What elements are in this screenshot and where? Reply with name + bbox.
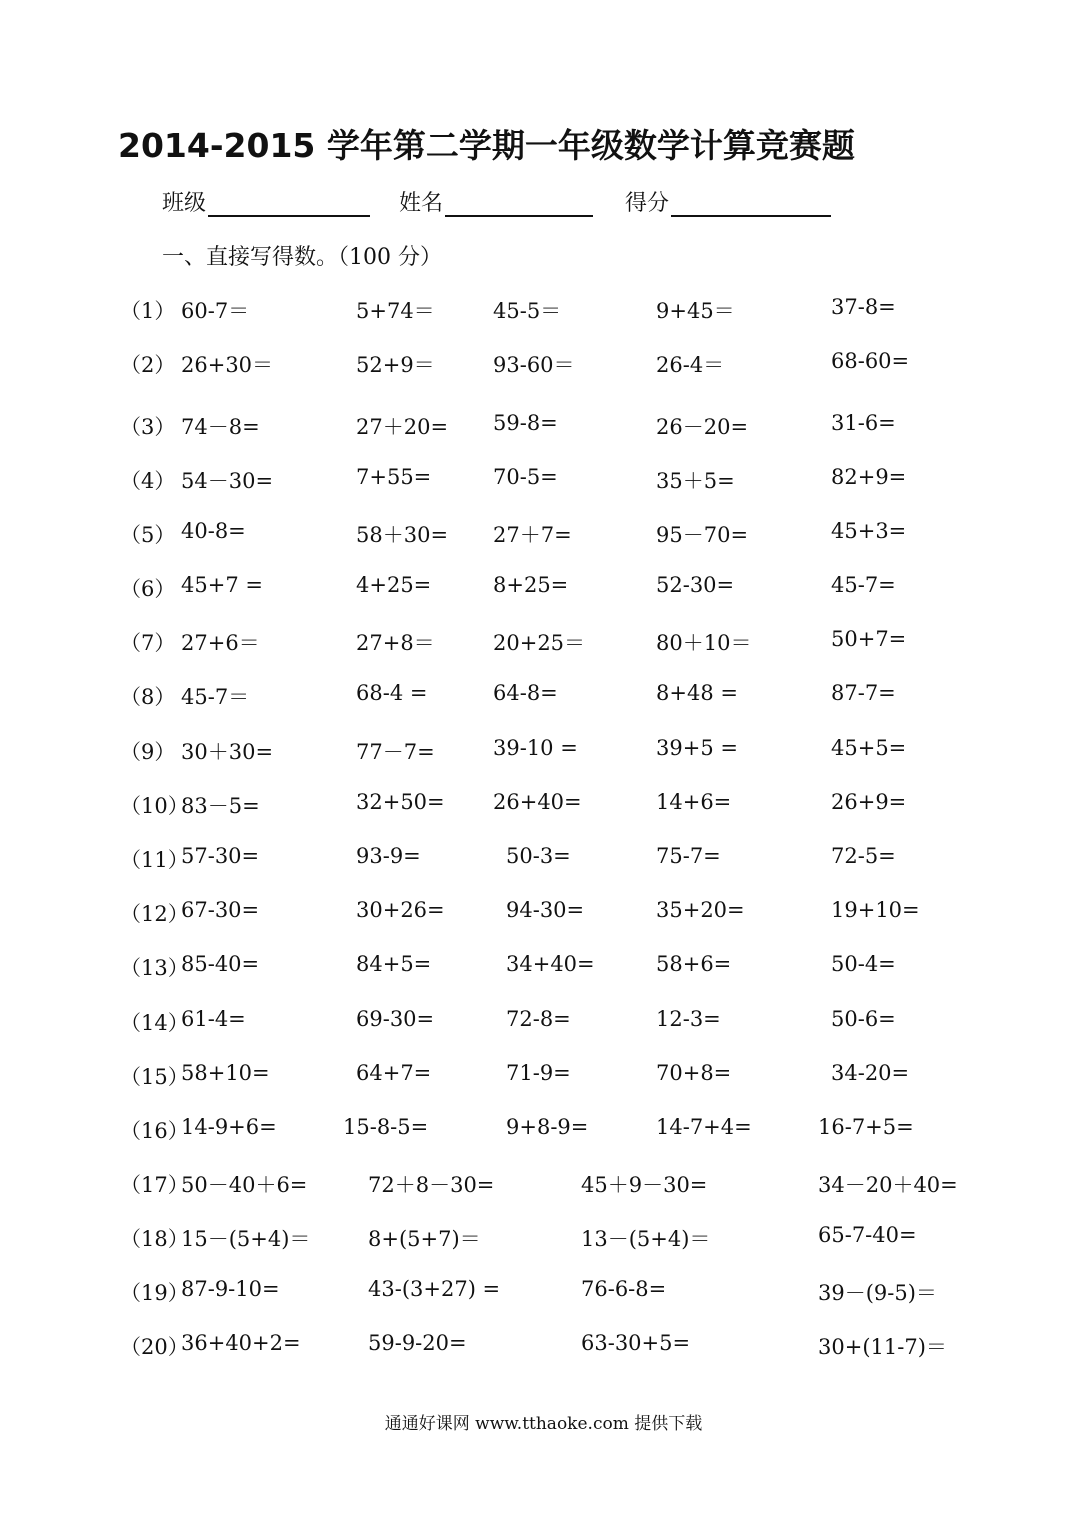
problem-item: 15－(5+4)＝ (181, 1227, 311, 1251)
problem-item: 65-7-40= (818, 1223, 917, 1247)
problem-number: （2） (120, 353, 176, 377)
problem-row (0, 1061, 1087, 1101)
problem-number: （10） (120, 794, 189, 818)
section-heading: 一、直接写得数。（100 分） (162, 245, 442, 270)
problem-row (0, 411, 1087, 451)
problem-item: 26+30＝ (181, 353, 274, 377)
problem-item: 72＋8－30= (368, 1173, 495, 1197)
class-blank[interactable] (208, 189, 370, 217)
problem-item: 30+26= (356, 898, 445, 922)
problem-item: 8+48 = (656, 681, 738, 705)
name-blank[interactable] (445, 189, 593, 217)
problem-item: 45-7= (831, 573, 896, 597)
problem-item: 45＋9－30= (581, 1173, 708, 1197)
problem-number: （19） (120, 1281, 189, 1305)
problem-item: 69-30= (356, 1007, 435, 1031)
problem-item: 84+5= (356, 952, 432, 976)
problem-item: 26-4＝ (656, 353, 725, 377)
problem-item: 15-8-5= (343, 1115, 429, 1139)
problem-item: 27+6＝ (181, 631, 260, 655)
problem-item: 87-9-10= (181, 1277, 280, 1301)
problem-item: 67-30= (181, 898, 260, 922)
problem-item: 40-8= (181, 519, 246, 543)
problem-item: 32+50= (356, 790, 445, 814)
name-label: 姓名 (399, 191, 444, 216)
problem-item: 9+8-9= (506, 1115, 589, 1139)
problem-item: 14+6= (656, 790, 732, 814)
problem-item: 30+(11-7)＝ (818, 1335, 947, 1359)
problem-number: （1） (120, 299, 176, 323)
problem-item: 83－5= (181, 794, 260, 818)
problem-item: 9+45＝ (656, 299, 735, 323)
problem-item: 31-6= (831, 411, 896, 435)
problem-row (0, 844, 1087, 884)
problem-number: （20） (120, 1335, 189, 1359)
problem-number: （7） (120, 631, 176, 655)
problem-row (0, 790, 1087, 830)
problem-item: 26+40= (493, 790, 582, 814)
problem-item: 39+5 = (656, 736, 738, 760)
problem-row (0, 952, 1087, 992)
problem-number: （12） (120, 902, 189, 926)
problem-number: （5） (120, 523, 176, 547)
problem-item: 19+10= (831, 898, 920, 922)
problem-number: （4） (120, 469, 176, 493)
problem-item: 27＋7= (493, 523, 572, 547)
problem-item: 30＋30= (181, 740, 274, 764)
problem-item: 50-6= (831, 1007, 896, 1031)
problem-row (0, 1223, 1087, 1263)
problem-item: 72-5= (831, 844, 896, 868)
problem-item: 39－(9-5)＝ (818, 1281, 937, 1305)
problem-row (0, 681, 1087, 721)
problem-item: 35＋5= (656, 469, 735, 493)
problem-item: 57-30= (181, 844, 260, 868)
problem-item: 52+9＝ (356, 353, 435, 377)
problem-item: 35+20= (656, 898, 745, 922)
problem-number: （13） (120, 956, 189, 980)
problem-item: 4+25= (356, 573, 432, 597)
problem-item: 60-7＝ (181, 299, 250, 323)
problem-item: 70-5= (493, 465, 558, 489)
name-field (399, 186, 593, 217)
problem-item: 64+7= (356, 1061, 432, 1085)
problem-item: 12-3= (656, 1007, 721, 1031)
problem-item: 94-30= (506, 898, 585, 922)
problem-item: 58+6= (656, 952, 732, 976)
problem-number: （8） (120, 685, 176, 709)
problem-item: 14-7+4= (656, 1115, 752, 1139)
problem-item: 37-8= (831, 295, 896, 319)
problem-item: 59-9-20= (368, 1331, 467, 1355)
problem-item: 39-10 = (493, 736, 578, 760)
problem-item: 74－8= (181, 415, 260, 439)
problem-item: 8+25= (493, 573, 569, 597)
problem-number: （14） (120, 1011, 189, 1035)
problem-number: （18） (120, 1227, 189, 1251)
score-field (625, 186, 831, 217)
problem-item: 50－40＋6= (181, 1173, 308, 1197)
problem-item: 70+8= (656, 1061, 732, 1085)
problem-item: 26－20= (656, 415, 749, 439)
problem-item: 34－20＋40= (818, 1173, 958, 1197)
problem-item: 50-4= (831, 952, 896, 976)
problem-item: 61-4= (181, 1007, 246, 1031)
problem-item: 7+55= (356, 465, 432, 489)
problem-item: 50+7= (831, 627, 907, 651)
problem-item: 93-60＝ (493, 353, 575, 377)
problem-item: 34+40= (506, 952, 595, 976)
problem-item: 5+74＝ (356, 299, 435, 323)
score-label: 得分 (625, 191, 670, 216)
problem-row (0, 1169, 1087, 1209)
problem-item: 45-7＝ (181, 685, 250, 709)
problem-item: 87-7= (831, 681, 896, 705)
problem-item: 71-9= (506, 1061, 571, 1085)
problem-number: （11） (120, 848, 189, 872)
problem-item: 68-60= (831, 349, 910, 373)
problem-item: 77－7= (356, 740, 435, 764)
problem-number: （3） (120, 415, 176, 439)
problem-item: 93-9= (356, 844, 421, 868)
problem-item: 45+7 = (181, 573, 263, 597)
problem-item: 64-8= (493, 681, 558, 705)
problem-row (0, 898, 1087, 938)
problem-item: 75-7= (656, 844, 721, 868)
problem-item: 26+9= (831, 790, 907, 814)
problem-item: 52-30= (656, 573, 735, 597)
problem-item: 27+8＝ (356, 631, 435, 655)
class-field (162, 186, 370, 217)
problem-row (0, 295, 1087, 335)
problem-item: 50-3= (506, 844, 571, 868)
problem-item: 45+5= (831, 736, 907, 760)
problem-row (0, 1331, 1087, 1371)
problem-row (0, 465, 1087, 505)
problem-row (0, 627, 1087, 667)
problem-item: 45+3= (831, 519, 907, 543)
problem-item: 27＋20= (356, 415, 449, 439)
problem-row (0, 1007, 1087, 1047)
problem-item: 80＋10＝ (656, 631, 752, 655)
problem-item: 45-5＝ (493, 299, 562, 323)
problem-number: （17） (120, 1173, 189, 1197)
problem-number: （6） (120, 577, 176, 601)
problem-number: （15） (120, 1065, 189, 1089)
problem-item: 72-8= (506, 1007, 571, 1031)
problem-number: （16） (120, 1119, 189, 1143)
problem-item: 34-20= (831, 1061, 910, 1085)
problem-item: 59-8= (493, 411, 558, 435)
problem-row (0, 519, 1087, 559)
problem-item: 16-7+5= (818, 1115, 914, 1139)
problem-number: （9） (120, 740, 176, 764)
page-title: 2014-2015 学年第二学期一年级数学计算竞赛题 (118, 126, 855, 165)
problem-item: 20+25＝ (493, 631, 586, 655)
problem-item: 14-9+6= (181, 1115, 277, 1139)
problem-row (0, 1115, 1087, 1155)
problem-row (0, 1277, 1087, 1317)
problem-row (0, 573, 1087, 613)
score-blank[interactable] (671, 189, 831, 217)
problem-row (0, 736, 1087, 776)
problem-item: 95－70= (656, 523, 749, 547)
problem-item: 13－(5+4)＝ (581, 1227, 711, 1251)
problem-item: 76-6-8= (581, 1277, 667, 1301)
problem-item: 85-40= (181, 952, 260, 976)
problem-item: 8+(5+7)＝ (368, 1227, 481, 1251)
problem-item: 68-4 = (356, 681, 428, 705)
class-label: 班级 (162, 191, 207, 216)
problem-item: 54－30= (181, 469, 274, 493)
problem-item: 58＋30= (356, 523, 449, 547)
footer-credit: 通通好课网 www.tthaoke.com 提供下载 (384, 1414, 703, 1434)
problem-item: 82+9= (831, 465, 907, 489)
problem-item: 63-30+5= (581, 1331, 691, 1355)
problem-item: 58+10= (181, 1061, 270, 1085)
problem-item: 43-(3+27) = (368, 1277, 501, 1301)
problem-row (0, 349, 1087, 389)
problem-item: 36+40+2= (181, 1331, 301, 1355)
